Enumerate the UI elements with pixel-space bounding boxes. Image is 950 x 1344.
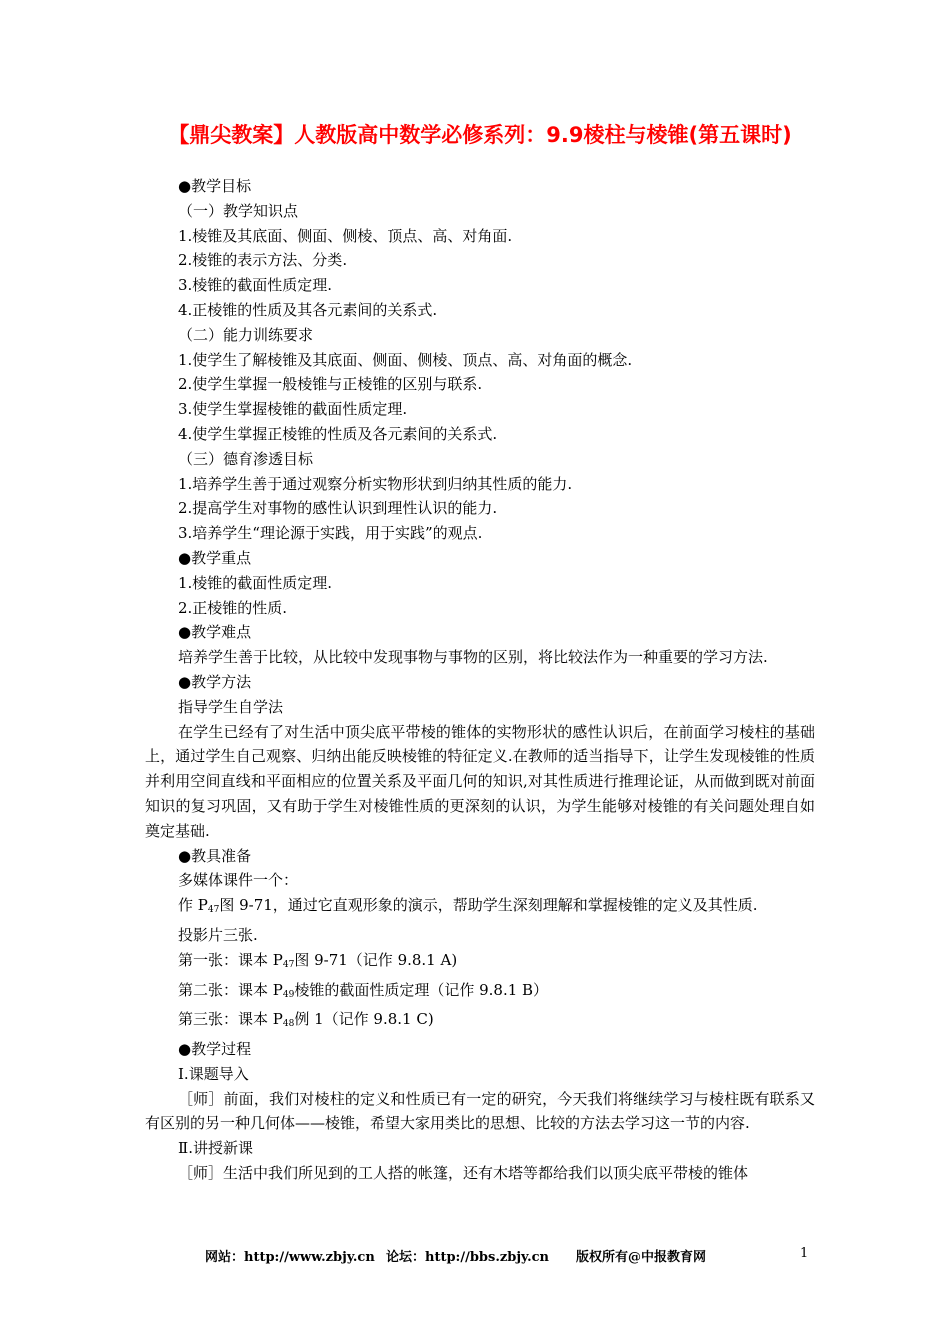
text-run: 第三张：课本 P [178,1010,283,1029]
list-item [145,948,815,978]
method-name: 指导学生自学法 [178,697,284,716]
page-number: 1 [800,1246,809,1261]
section-heading: ●教学方法 [178,672,252,691]
subscript: 49 [282,989,295,1000]
text-run: 图 9-71（记作 9.8.1 A) [294,950,458,969]
page-title: 【鼎尖教案】人教版高中数学必修系列：9.9棱柱与棱锥(第五课时) [168,123,792,147]
footer-copyright: 版权所有@中报教育网 [576,1250,707,1265]
list-item: 1.培养学生善于通过观察分析实物形状到归纳其性质的能力. [178,474,573,493]
list-item: 2.提高学生对事物的感性认识到理性认识的能力. [178,499,498,518]
subsection-heading: Ⅰ.课题导入 [178,1064,249,1083]
subsection-heading: （三）德育渗透目标 [178,449,314,468]
paragraph: ［师］前面，我们对棱柱的定义和性质已有一定的研究，今天我们将继续学习与棱柱既有联系又有区别的另一种几何体——棱锥，希望大家用类比的思想、比较的方法去学习这一节的内容. [145,1089,815,1133]
subsection-heading: （二）能力训练要求 [178,325,314,344]
text-run: 第一张：课本 P [178,950,283,969]
subsection-heading: Ⅱ.讲授新课 [178,1139,253,1158]
list-item: 1.棱锥的截面性质定理. [178,573,333,592]
text-run: 例 1（记作 9.8.1 C) [294,1010,434,1029]
list-item [145,978,815,1008]
list-item [145,893,815,923]
section-heading: ●教学重点 [178,548,252,567]
paragraph: 在学生已经有了对生活中顶尖底平带棱的锥体的实物形状的感性认识后，在前面学习棱柱的基础上，通过学生自己观察、归纳出能反映棱锥的特征定义.在教师的适当指导下，让学生发现棱锥的性质并利用空间直线和平面相应的位置关系及平面几何的知识,对其性质进行推理论证，从而做到既对前面知识的复习巩固，又有助于学生对棱锥性质的更深刻的认识，为学生能够对棱锥的有关问题处理自如奠定基础. [145,722,815,840]
list-item: 3.棱锥的截面性质定理. [178,276,333,295]
list-item: 4.正棱锥的性质及其各元素间的关系式. [178,300,438,319]
text-run: 作 P [178,896,208,915]
paragraph: 培养学生善于比较，从比较中发现事物与事物的区别，将比较法作为一种重要的学习方法. [178,648,768,667]
text-run: 第二张：课本 P [178,980,283,999]
section-heading: ●教学目标 [178,177,252,195]
list-item: 投影片三张. [178,925,258,944]
list-item: 1.使学生了解棱锥及其底面、侧面、侧棱、顶点、高、对角面的概念. [178,350,633,369]
text-run: 棱锥的截面性质定理（记作 9.8.1 B） [294,980,549,999]
list-item [145,1007,815,1037]
subscript: 47 [207,905,220,916]
subscript: 47 [282,959,295,970]
list-item: 多媒体课件一个： [178,871,299,890]
list-item: 1.棱锥及其底面、侧面、侧棱、顶点、高、对角面. [178,226,513,245]
section-heading: ●教学过程 [178,1040,252,1059]
list-item: 2.棱锥的表示方法、分类. [178,251,348,270]
paragraph: ［师］生活中我们所见到的工人搭的帐篷，还有木塔等都给我们以顶尖底平带棱的锥体 [178,1164,749,1183]
list-item: 4.使学生掌握正棱锥的性质及各元素间的关系式. [178,424,498,443]
page-footer [0,1246,950,1270]
subsection-heading: （一）教学知识点 [178,201,299,220]
document-body [145,174,815,1186]
section-heading: ●教具准备 [178,846,252,865]
list-item: 2.使学生掌握一般棱锥与正棱锥的区别与联系. [178,375,483,394]
footer-website: 网站：http://www.zbjy.cn [205,1250,375,1265]
list-item: 2.正棱锥的性质. [178,598,288,617]
footer-forum: 论坛：http://bbs.zbjy.cn [386,1250,550,1265]
list-item: 3.培养学生“理论源于实践，用于实践”的观点. [178,524,483,543]
text-run: 图 9-71，通过它直观形象的演示，帮助学生深刻理解和掌握棱锥的定义及其性质. [219,896,758,915]
list-item: 3.使学生掌握棱锥的截面性质定理. [178,400,408,419]
section-heading: ●教学难点 [178,623,252,642]
subscript: 48 [282,1019,295,1030]
